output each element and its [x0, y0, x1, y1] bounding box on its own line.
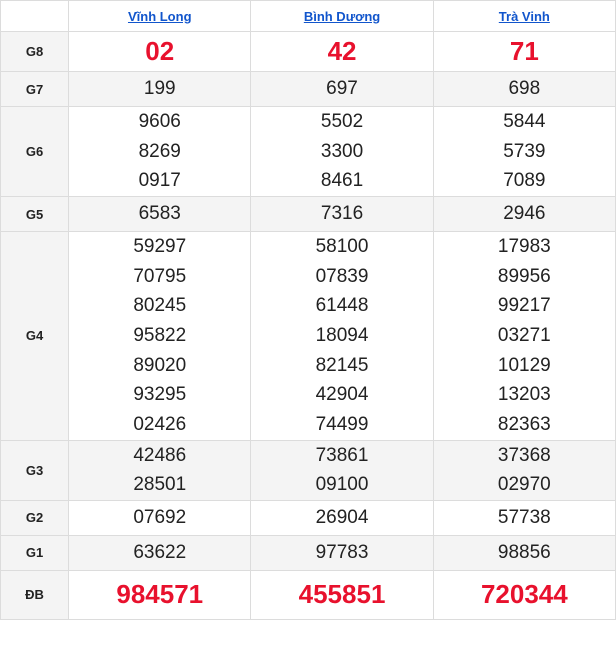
prize-number: 07839 — [315, 265, 369, 287]
header-province-2 — [433, 1, 615, 32]
table-row — [1, 107, 616, 197]
province-link-2[interactable]: Trà Vinh — [498, 8, 550, 24]
prize-numbers-cell — [433, 570, 615, 619]
prize-number: 82145 — [315, 354, 369, 376]
prize-number: 07692 — [133, 506, 187, 528]
prize-numbers-cell — [433, 232, 615, 440]
prize-number: 720344 — [480, 579, 568, 610]
prize-label: G1 — [1, 535, 69, 570]
prize-number: 18094 — [315, 324, 369, 346]
province-link-1[interactable]: Bình Dương — [303, 8, 381, 24]
prize-numbers-cell — [251, 500, 433, 535]
prize-label: G8 — [1, 32, 69, 72]
table-row — [1, 535, 616, 570]
prize-numbers-cell — [69, 232, 251, 440]
prize-number: 17983 — [497, 236, 551, 258]
prize-number: 42486 — [133, 444, 187, 466]
prize-number: 09100 — [315, 474, 369, 496]
prize-number: 697 — [326, 78, 358, 100]
table-row — [1, 500, 616, 535]
prize-number: 57738 — [497, 506, 551, 528]
prize-number: 99217 — [497, 295, 551, 317]
prize-number: 7316 — [320, 203, 364, 225]
prize-numbers-cell — [69, 197, 251, 232]
prize-label: G5 — [1, 197, 69, 232]
prize-label: G4 — [1, 232, 69, 440]
prize-number: 02970 — [497, 474, 551, 496]
prize-number: 02 — [145, 36, 175, 66]
prize-number: 80245 — [133, 295, 187, 317]
prize-numbers-cell — [69, 535, 251, 570]
prize-numbers-cell — [69, 440, 251, 500]
prize-label: ĐB — [1, 570, 69, 619]
prize-number: 0917 — [138, 170, 181, 192]
prize-numbers-cell — [251, 232, 433, 440]
prize-number: 93295 — [133, 384, 187, 406]
prize-label: G2 — [1, 500, 69, 535]
prize-number: 5502 — [320, 111, 364, 133]
prize-number: 61448 — [315, 295, 369, 317]
prize-number: 02426 — [133, 413, 187, 435]
table-header — [1, 1, 616, 32]
prize-number: 95822 — [133, 324, 187, 346]
province-link-0[interactable]: Vĩnh Long — [127, 8, 192, 24]
prize-number: 698 — [508, 78, 541, 100]
prize-number: 3300 — [320, 140, 364, 162]
prize-number: 5844 — [503, 111, 546, 133]
prize-number: 97783 — [315, 541, 369, 563]
prize-label: G3 — [1, 440, 69, 500]
prize-number: 13203 — [497, 384, 551, 406]
prize-number: 8269 — [138, 140, 181, 162]
table-row — [1, 232, 616, 440]
prize-number: 6583 — [138, 203, 181, 225]
table-row — [1, 32, 616, 72]
prize-number: 63622 — [133, 541, 187, 563]
prize-numbers-cell — [433, 72, 615, 107]
prize-numbers-cell — [69, 32, 251, 72]
prize-number: 2946 — [503, 203, 546, 225]
prize-numbers-cell — [69, 107, 251, 197]
prize-number: 98856 — [497, 541, 551, 563]
prize-number: 9606 — [138, 111, 181, 133]
prize-number: 42 — [327, 36, 357, 66]
prize-number: 8461 — [320, 170, 364, 192]
prize-numbers-cell — [433, 107, 615, 197]
prize-number: 03271 — [497, 324, 551, 346]
prize-numbers-cell — [251, 440, 433, 500]
prize-label: G7 — [1, 72, 69, 107]
prize-numbers-cell — [433, 197, 615, 232]
prize-numbers-cell — [69, 570, 251, 619]
prize-numbers-cell — [251, 72, 433, 107]
prize-number: 71 — [509, 36, 539, 66]
table-body — [1, 32, 616, 620]
prize-label: G6 — [1, 107, 69, 197]
header-corner-cell — [1, 1, 69, 32]
header-row — [1, 1, 616, 32]
prize-number: 59297 — [133, 236, 187, 258]
prize-numbers-cell — [433, 32, 615, 72]
prize-number: 455851 — [298, 579, 386, 610]
prize-number: 5739 — [503, 140, 546, 162]
prize-number: 28501 — [133, 474, 187, 496]
prize-numbers-cell — [69, 500, 251, 535]
table-row — [1, 197, 616, 232]
table-row — [1, 440, 616, 500]
prize-numbers-cell — [433, 535, 615, 570]
prize-number: 984571 — [116, 579, 204, 610]
prize-number: 42904 — [315, 384, 369, 406]
prize-numbers-cell — [69, 72, 251, 107]
prize-number: 26904 — [315, 506, 369, 528]
prize-number: 37368 — [497, 444, 551, 466]
prize-number: 82363 — [497, 413, 551, 435]
prize-numbers-cell — [251, 197, 433, 232]
header-province-0 — [69, 1, 251, 32]
header-province-1 — [251, 1, 433, 32]
prize-number: 74499 — [315, 413, 369, 435]
prize-number: 70795 — [133, 265, 187, 287]
prize-numbers-cell — [433, 440, 615, 500]
prize-number: 10129 — [497, 354, 551, 376]
prize-number: 89956 — [497, 265, 551, 287]
prize-number: 7089 — [503, 170, 546, 192]
prize-numbers-cell — [251, 570, 433, 619]
prize-numbers-cell — [251, 107, 433, 197]
prize-number: 199 — [143, 78, 176, 100]
prize-numbers-cell — [433, 500, 615, 535]
prize-numbers-cell — [251, 32, 433, 72]
prize-number: 58100 — [315, 236, 369, 258]
prize-number: 73861 — [315, 444, 369, 466]
prize-numbers-cell — [251, 535, 433, 570]
table-row — [1, 72, 616, 107]
table-row — [1, 570, 616, 619]
prize-number: 89020 — [133, 354, 187, 376]
